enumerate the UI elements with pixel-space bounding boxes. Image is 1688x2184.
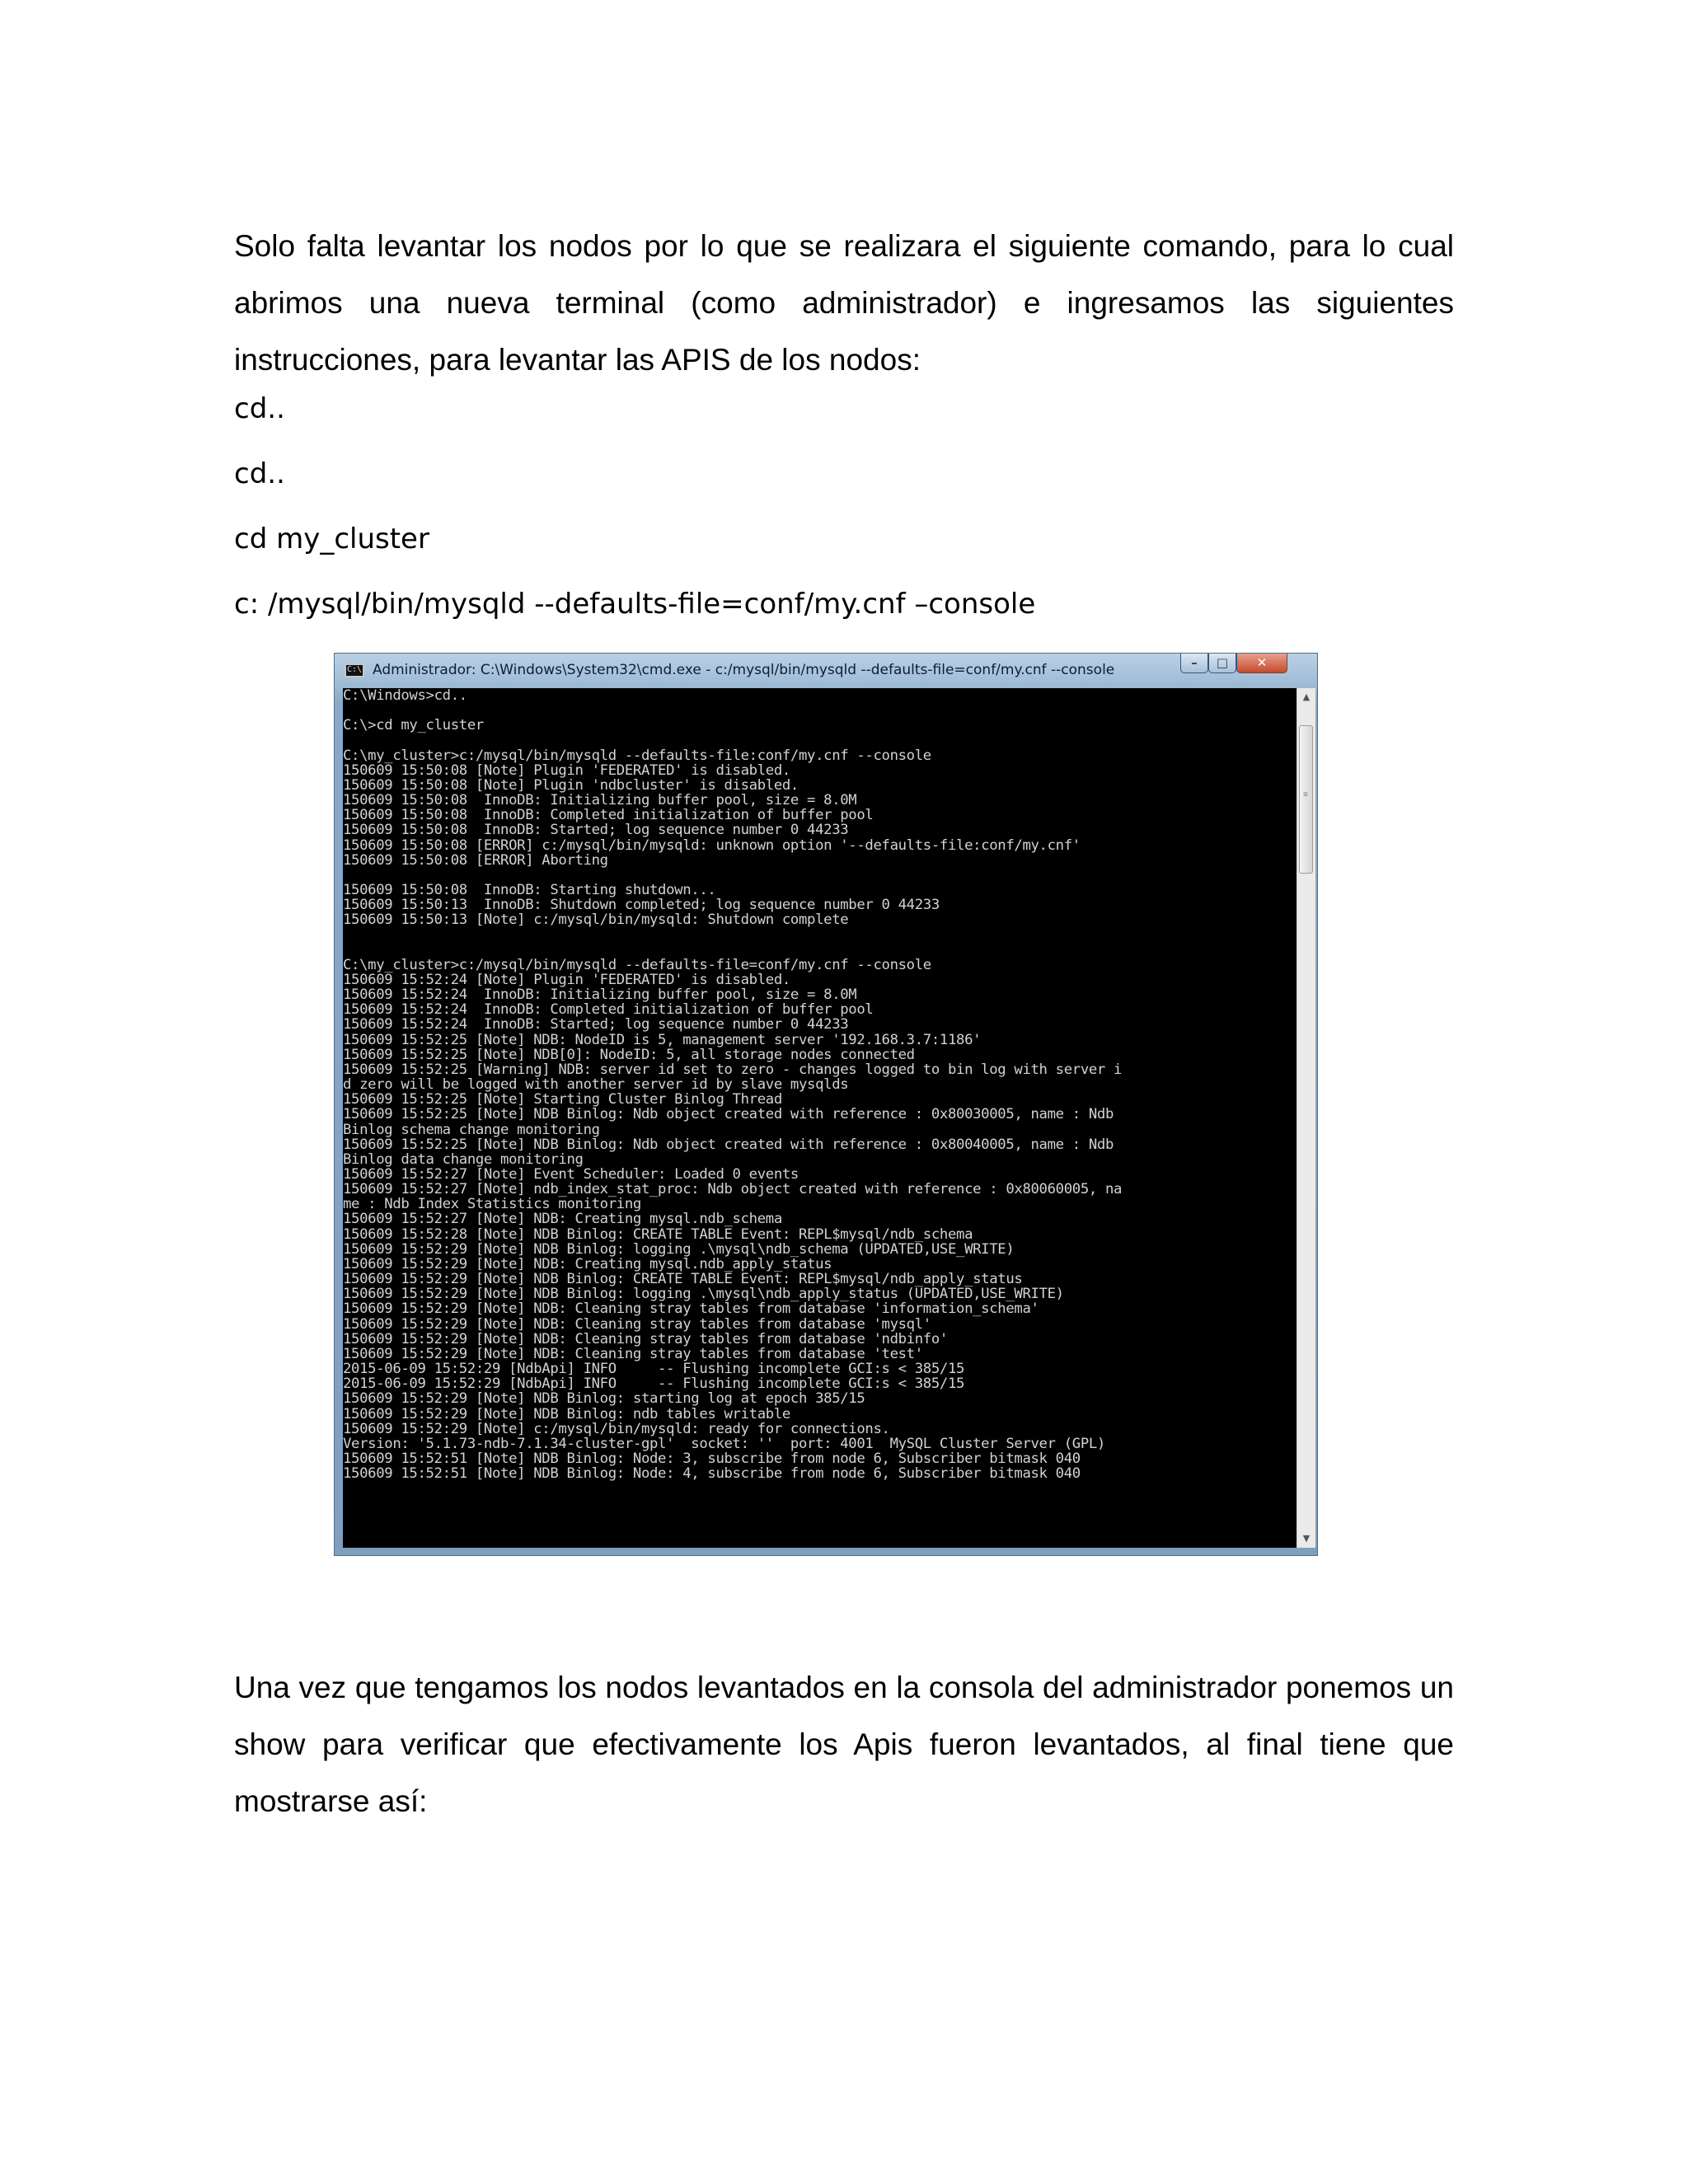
scroll-down-icon[interactable]: ▼ bbox=[1302, 1533, 1311, 1544]
close-button[interactable]: ✕ bbox=[1236, 654, 1287, 673]
grip-icon: ≡ bbox=[1303, 790, 1308, 799]
minimize-button[interactable]: – bbox=[1180, 654, 1208, 673]
console-window-screenshot bbox=[334, 653, 1318, 1556]
scroll-up-icon[interactable]: ▲ bbox=[1302, 691, 1311, 702]
outro-paragraph: Una vez que tengamos los nodos levantados en la consola del administrador ponemos un show para verificar que efectivamente los Apis fueron levantados, al final tiene que mostrarse así: bbox=[234, 1671, 1454, 1818]
console-titlebar[interactable] bbox=[335, 654, 1317, 687]
command-line: cd my_cluster bbox=[234, 523, 429, 555]
window-title: Administrador: C:\Windows\System32\cmd.exe - c:/mysql/bin/mysqld --defaults-file=conf/my.cnf --console bbox=[373, 662, 1115, 678]
cmd-icon: C:\ bbox=[345, 663, 364, 677]
console-output-text: C:\Windows>cd.. C:\>cd my_cluster C:\my_cluster>c:/mysql/bin/mysqld --defaults-file:conf/my.cnf --console 150609 15:50:08 [Note] Plugin 'FEDERATED' is disabled. 150609 15:50:08 [Note] Plugin 'ndbcluster' is disabled. 150609 15:50:08 InnoDB: Initializing buffer pool, size = 8.0M 150609 15:50:08 InnoDB: Completed initialization of buffer pool 150609 15:50:08 InnoDB: Started; log sequence number 0 44233 150609 15:50:08 [ERROR] c:/mysql/bin/mysqld: unknown option '--defaults-file:conf/my.cnf' 150609 15:50:08 [ERROR] Aborting 150609 15:50:08 InnoDB: Starting shutdown... 150609 15:50:13 InnoDB: Shutdown completed; log sequence number 0 44233 150609 15:50:13 [Note] c:/mysql/bin/mysqld: Shutdown complete C:\my_cluster>c:/mysql/bin/mysqld --defaults-file=conf/my.cnf --console 150609 15:52:24 [Note] Plugin 'FEDERATED' is disabled. 150609 15:52:24 InnoDB: Initializing buffer pool, size = 8.0M 150609 15:52:24 InnoDB: Completed initialization of buffer pool 150609 15:52:24 InnoDB: Started; log sequence number 0 44233 150609 15:52:25 [Note] NDB: NodeID is 5, management server '192.168.3.7:1186' 150609 15:52:25 [Note] NDB[0]: NodeID: 5, all storage nodes connected 150609 15:52:25 [Warning] NDB: server id set to zero - changes logged to bin log with server i d zero will be logged with another server id by slave mysqlds 150609 15:52:25 [Note] Starting Cluster Binlog Thread 150609 15:52:25 [Note] NDB Binlog: Ndb object created with reference : 0x80030005, name : Ndb Binlog schema change monitoring 150609 15:52:25 [Note] NDB Binlog: Ndb object created with reference : 0x80040005, name : Ndb Binlog data change monitoring 150609 15:52:27 [Note] Event Scheduler: Loaded 0 events 150609 15:52:27 [Note] ndb_index_stat_proc: Ndb object created with reference : 0x80060005, na me : Ndb Index Statistics monitoring 150609 15:52:27 [Note] NDB: Creating mysql.ndb_schema 150609 15:52:28 [Note] NDB Binlog: CREATE TABLE Event: REPL$mysql/ndb_schema 150609 15:52:29 [Note] NDB Binlog: logging .\mysql\ndb_schema (UPDATED,USE_WRITE) 150609 15:52:29 [Note] NDB: Creating mysql.ndb_apply_status 150609 15:52:29 [Note] NDB Binlog: CREATE TABLE Event: REPL$mysql/ndb_apply_status 150609 15:52:29 [Note] NDB Binlog: logging .\mysql\ndb_apply_status (UPDATED,USE_WRITE) 150609 15:52:29 [Note] NDB: Cleaning stray tables from database 'information_schema' 150609 15:52:29 [Note] NDB: Cleaning stray tables from database 'mysql' 150609 15:52:29 [Note] NDB: Cleaning stray tables from database 'ndbinfo' 150609 15:52:29 [Note] NDB: Cleaning stray tables from database 'test' 2015-06-09 15:52:29 [NdbApi] INFO -- Flushing incomplete GCI:s < 385/15 2015-06-09 15:52:29 [NdbApi] INFO -- Flushing incomplete GCI:s < 385/15 150609 15:52:29 [Note] NDB Binlog: starting log at epoch 385/15 150609 15:52:29 [Note] NDB Binlog: ndb tables writable 150609 15:52:29 [Note] c:/mysql/bin/mysqld: ready for connections. Version: '5.1.73-ndb-7.1.34-cluster-gpl' socket: '' port: 4001 MySQL Cluster Server (GPL) 150609 15:52:51 [Note] NDB Binlog: Node: 3, subscribe from node 6, Subscriber bitmask 040 150609 15:52:51 [Note] NDB Binlog: Node: 4, subscribe from node 6, Subscriber bitmask 040 bbox=[343, 688, 1123, 1483]
command-line: cd.. bbox=[234, 457, 285, 490]
maximize-button[interactable]: □ bbox=[1208, 654, 1236, 673]
command-line: c: /mysql/bin/mysqld --defaults-file=conf/my.cnf –console bbox=[234, 588, 1036, 621]
console-output-area[interactable] bbox=[343, 688, 1296, 1548]
command-line: cd.. bbox=[234, 392, 285, 425]
scroll-thumb[interactable] bbox=[1299, 725, 1313, 874]
vertical-scrollbar[interactable] bbox=[1296, 688, 1315, 1548]
intro-paragraph: Solo falta levantar los nodos por lo que se realizara el siguiente comando, para lo cual abrimos una nueva terminal (como administrador) e ingresamos las siguientes instrucciones, para levantar las APIS de los nodos: bbox=[234, 229, 1454, 377]
